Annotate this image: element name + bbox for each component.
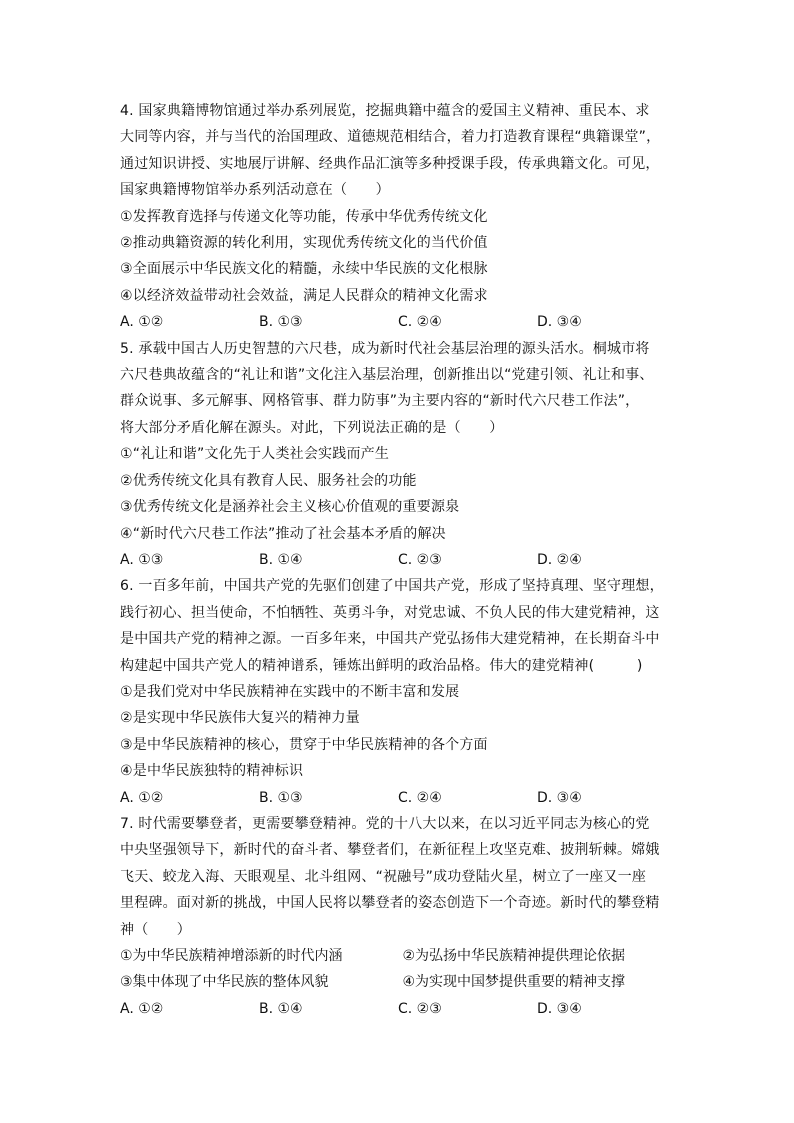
statement: ②是实现中华民族伟大复兴的精神力量: [120, 710, 360, 727]
answer-options: [120, 309, 685, 335]
option-d: D. ③④: [537, 1000, 582, 1017]
question-stem-line: 中央坚强领导下，新时代的奋斗者、攀登者们，在新征程上攻坚克难、披荆斩棘。嫦娥: [120, 842, 660, 859]
option-a: A. ①③: [120, 551, 164, 568]
question-5: [120, 336, 685, 574]
option-c: C. ②④: [398, 789, 442, 806]
question-4: [120, 98, 685, 336]
question-stem-line: 7. 时代需要攀登者，更需要攀登精神。党的十八大以来，在以习近平同志为核心的党: [120, 815, 650, 832]
question-stem-line: 构建起中国共产党人的精神谱系，锤炼出鲜明的政治品格。伟大的建党精神( ): [120, 657, 643, 674]
question-stem-line: 六尺巷典故蕴含的“礼让和谐”文化注入基层治理，创新推出以“党建引领、礼让和事、: [120, 367, 654, 384]
question-stem-line: 5. 承载中国古人历史智慧的六尺巷，成为新时代社会基层治理的源头活水。桐城市将: [120, 340, 650, 357]
statement-pair: [120, 943, 685, 969]
statement: ④以经济效益带动社会效益，满足人民群众的精神文化需求: [120, 287, 488, 304]
question-7: [120, 811, 685, 1022]
option-a: A. ①②: [120, 1000, 164, 1017]
option-a: A. ①②: [120, 314, 164, 331]
question-stem-line: 是中国共产党的精神之源。一百多年来，中国共产党弘扬伟大建党精神，在长期奋斗中: [120, 631, 660, 648]
option-d: D. ③④: [537, 789, 582, 806]
statement: ③是中华民族精神的核心，贯穿于中华民族精神的各个方面: [120, 736, 488, 753]
statement: ①为中华民族精神增添新的时代内涵: [120, 948, 343, 964]
question-stem-line: 6. 一百多年前，中国共产党的先驱们创建了中国共产党，形成了坚持真理、坚守理想，: [120, 578, 664, 595]
option-c: C. ②③: [398, 1000, 442, 1017]
question-stem-line: 里程碑。面对新的挑战，中国人民将以攀登者的姿态创造下一个奇迹。新时代的攀登精: [120, 895, 660, 912]
option-b: B. ①③: [259, 314, 303, 331]
answer-options: [120, 547, 685, 573]
option-c: C. ②③: [398, 551, 442, 568]
question-stem-line: 神（ ）: [120, 921, 191, 938]
statement-pair: [120, 969, 685, 995]
statement: ④为实现中国梦提供重要的精神支撑: [402, 974, 626, 991]
option-b: B. ①④: [259, 1000, 303, 1017]
option-c: C. ②④: [398, 314, 442, 331]
statement: ③全面展示中华民族文化的精髓，永续中华民族的文化根脉: [120, 261, 488, 278]
statement: ④是中华民族独特的精神标识: [120, 763, 304, 780]
answer-options: [120, 785, 685, 811]
option-d: D. ③④: [537, 314, 582, 331]
statement: ②优秀传统文化具有教育人民、服务社会的功能: [120, 472, 417, 489]
statement: ①发挥教育选择与传递文化等功能，传承中华优秀传统文化: [120, 208, 488, 225]
question-stem-line: 将大部分矛盾化解在源头。对此，下列说法正确的是（ ）: [120, 419, 504, 436]
question-stem-line: 4. 国家典籍博物馆通过举办系列展览，挖掘典籍中蕴含的爱国主义精神、重民本、求: [120, 103, 650, 119]
question-stem-line: 国家典籍博物馆举办系列活动意在（ ）: [120, 182, 390, 199]
statement: ②推动典籍资源的转化利用，实现优秀传统文化的当代价值: [120, 235, 488, 252]
option-d: D. ②④: [537, 551, 582, 568]
statement: ②为弘扬中华民族精神提供理论依据: [402, 948, 626, 964]
option-b: B. ①④: [259, 551, 303, 568]
statement: ③集中体现了中华民族的整体风貌: [120, 974, 329, 991]
question-6: [120, 573, 685, 811]
question-stem-line: 大同等内容，并与当代的治国理政、道德规范相结合，着力打造教育课程“典籍课堂”，: [120, 129, 661, 146]
question-stem-line: 群众说事、多元解事、网格管事、群力防事”为主要内容的“新时代六尺巷工作法”，: [120, 393, 640, 410]
statement: ③优秀传统文化是涵养社会主义核心价值观的重要源泉: [120, 499, 460, 516]
statement: ④“新时代六尺巷工作法”推动了社会基本矛盾的解决: [120, 525, 446, 542]
question-list: [120, 98, 685, 1022]
question-stem-line: 践行初心、担当使命，不怕牺牲、英勇斗争，对党忠诚、不负人民的伟大建党精神，这: [120, 604, 660, 621]
answer-options: [120, 996, 685, 1022]
option-b: B. ①③: [259, 789, 303, 806]
statement: ①“礼让和谐”文化先于人类社会实践而产生: [120, 446, 390, 463]
question-stem-line: 飞天、蛟龙入海、天眼观星、北斗组网、“祝融号”成功登陆火星，树立了一座又一座: [120, 868, 647, 885]
question-stem-line: 通过知识讲授、实地展厅讲解、经典作品汇演等多种授课手段，传承典籍文化。可见，: [120, 155, 660, 172]
option-a: A. ①②: [120, 789, 164, 806]
statement: ①是我们党对中华民族精神在实践中的不断丰富和发展: [120, 683, 460, 700]
